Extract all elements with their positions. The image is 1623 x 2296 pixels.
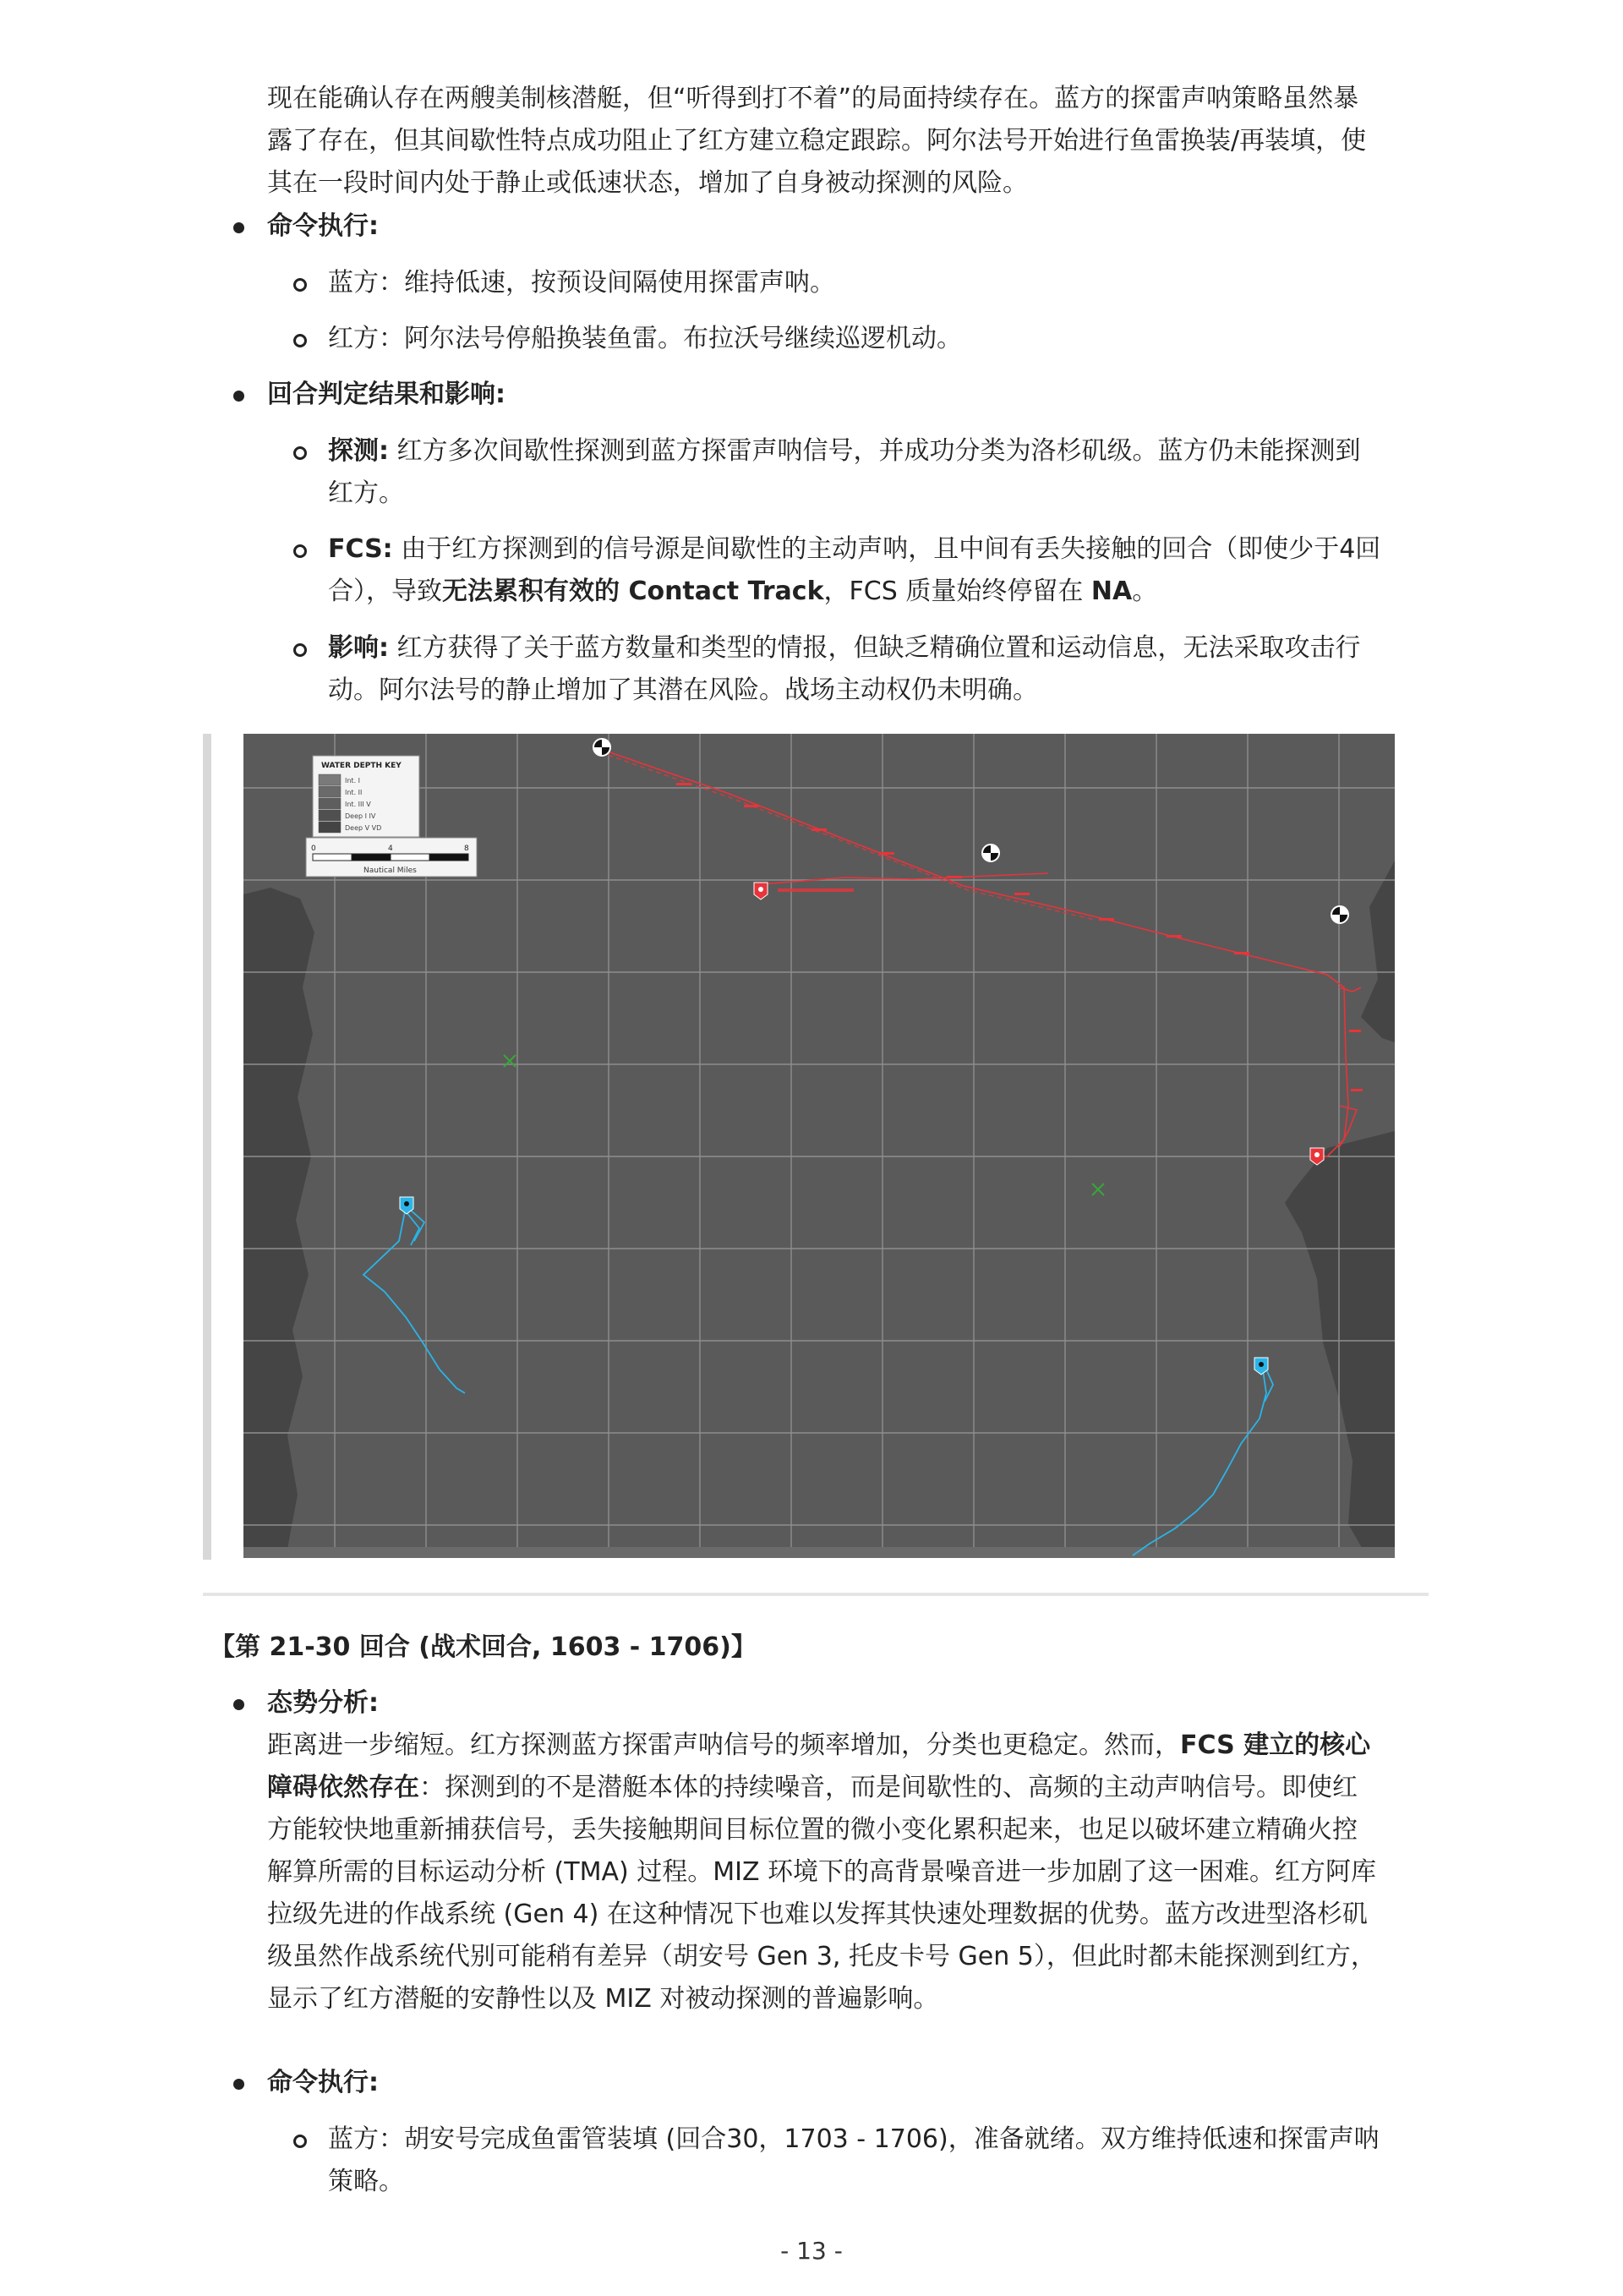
scale-unit: Nautical Miles [363, 866, 417, 875]
bullet-ring [293, 334, 307, 347]
legend-item: Int. I [345, 777, 361, 784]
fcs-line-2: 合），导致无法累积有效的 Contact Track，FCS 质量始终停留在 NA。 [328, 577, 1158, 606]
tactical-map-figure [203, 734, 1395, 1560]
intro-line: 其在一段时间内处于静止或低速状态，增加了自身被动探测的风险。 [267, 168, 1028, 198]
section-divider [203, 1593, 1429, 1596]
impact-line-1: 影响: 红方获得了关于蓝方数量和类型的情报，但缺乏精确位置和运动信息，无法采取攻击行 [328, 633, 1361, 663]
detection-line-2: 红方。 [328, 478, 404, 508]
red-command: 红方：阿尔法号停船换装鱼雷。布拉沃号继续巡逻机动。 [328, 324, 962, 353]
legend-item: Deep I IV [345, 812, 376, 820]
bullet-ring [293, 278, 307, 292]
page-number: - 13 - [780, 2237, 843, 2265]
bullet-ring [293, 2135, 307, 2148]
bullet-ring [293, 643, 307, 657]
map-bottom-scale [243, 1547, 1395, 1558]
analysis-line: 显示了红方潜艇的安静性以及 MIZ 对被动探测的普遍影响。 [267, 1984, 939, 2014]
analysis-line: 障碍依然存在：探测到的不是潜艇本体的持续噪音，而是间歇性的、高频的主动声呐信号。即使红 [267, 1773, 1358, 1802]
analysis-paragraph [267, 1725, 1434, 2020]
bullet-ring [293, 446, 307, 460]
legend-item: Deep V VD [345, 824, 382, 832]
intro-paragraph [267, 78, 1434, 205]
scale-label: 0 [311, 845, 316, 853]
contact-marker [982, 845, 999, 861]
legend-item: Int. II [345, 789, 363, 796]
fcs-line-1: FCS: 由于红方探测到的信号源是间歇性的主动声呐，且中间有丢失接触的回合（即使少于4回 [328, 534, 1381, 564]
analysis-line: 拉级先进的作战系统 (Gen 4) 在这种情况下也难以发挥其快速处理数据的优势。蓝方改进型洛杉矶 [267, 1900, 1368, 1929]
analysis-line: 方能较快地重新捕获信号，丢失接触期间目标位置的微小变化累积起来，也足以破坏建立精确火控 [267, 1815, 1358, 1845]
tactical-map [203, 734, 1395, 1560]
analysis-line: 解算所需的目标运动分析 (TMA) 过程。MIZ 环境下的高背景噪音进一步加剧了这一困难。红方阿库 [267, 1857, 1377, 1887]
detection-line-1: 探测: 红方多次间歇性探测到蓝方探雷声呐信号，并成功分类为洛杉矶级。蓝方仍未能探测到 [328, 436, 1361, 466]
blue-command-2-line-2: 策略。 [328, 2167, 404, 2196]
contact-marker [593, 739, 610, 756]
bullet-ring [293, 544, 307, 558]
bullet-dot [233, 222, 244, 233]
command-heading: 命令执行: [267, 211, 379, 241]
analysis-line: 级虽然作战系统代别可能稍有差异（胡安号 Gen 3, 托皮卡号 Gen 5），但此时都未能探测到红方， [267, 1942, 1376, 1971]
blue-command-2-line-1: 蓝方：胡安号完成鱼雷管装填 (回合30，1703 - 1706)，准备就绪。双方维持低速和探雷声呐 [328, 2124, 1380, 2154]
bullet-dot [233, 1699, 244, 1710]
intro-line: 露了存在，但其间歇性特点成功阻止了红方建立稳定跟踪。阿尔法号开始进行鱼雷换装/再装填，使 [267, 126, 1367, 156]
scale-label: 8 [464, 845, 469, 853]
intro-line: 现在能确认存在两艘美制核潜艇，但“听得到打不着”的局面持续存在。蓝方的探雷声呐策略虽然暴 [267, 84, 1359, 113]
legend-title: WATER DEPTH KEY [321, 762, 402, 770]
legend-item: Int. III V [345, 801, 371, 808]
scale-label: 4 [388, 845, 393, 853]
section-heading: 【第 21-30 回合 (战术回合, 1603 - 1706)】 [210, 1632, 757, 1662]
result-heading: 回合判定结果和影响: [267, 380, 505, 409]
bullet-dot [233, 391, 244, 402]
analysis-line: 距离进一步缩短。红方探测蓝方探雷声呐信号的频率增加，分类也更稳定。然而，FCS 建立的核心 [267, 1730, 1371, 1760]
contact-marker [1331, 906, 1348, 923]
impact-line-2: 动。阿尔法号的静止增加了其潜在风险。战场主动权仍未明确。 [328, 675, 1038, 705]
scale-bar [306, 838, 477, 877]
bullet-dot [233, 2079, 244, 2090]
command-heading-2: 命令执行: [267, 2068, 379, 2097]
blue-command: 蓝方：维持低速，按预设间隔使用探雷声呐。 [328, 268, 835, 298]
water-depth-legend [313, 756, 419, 837]
analysis-heading: 态势分析: [267, 1688, 379, 1718]
